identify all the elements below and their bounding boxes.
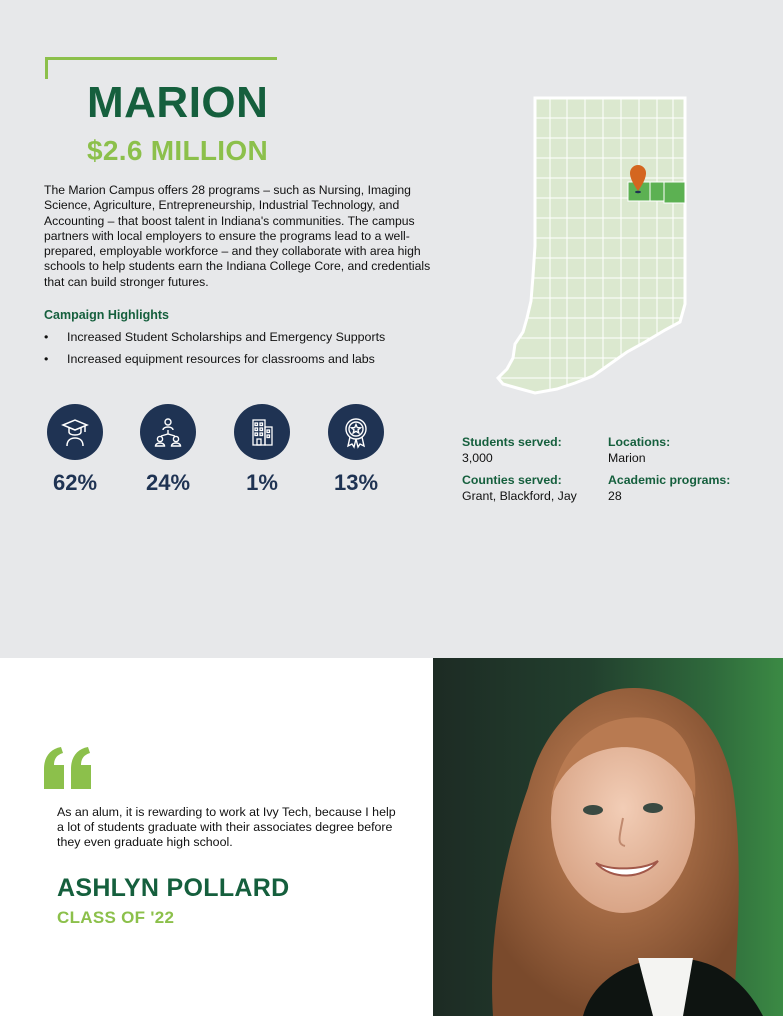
info-programs xyxy=(608,472,730,504)
testimonial-quote: As an alum, it is rewarding to work at Ivy Tech, because I help a lot of students graduate with their associates degree before they even graduate high school. xyxy=(57,805,396,850)
stat-students xyxy=(35,404,115,496)
stat-value: 62% xyxy=(52,470,98,495)
county-blackford xyxy=(650,182,664,201)
stat-value: 24% xyxy=(145,470,191,495)
graduate-icon xyxy=(47,404,103,460)
student-photo xyxy=(433,658,783,1016)
testimonial-name: ASHLYN POLLARD xyxy=(57,874,290,902)
highlight-item: • Increased equipment resources for classrooms and labs xyxy=(44,352,444,367)
info-label: Academic programs: xyxy=(608,473,731,487)
highlight-item: • Increased Student Scholarships and Emergency Supports xyxy=(44,330,444,345)
campaign-amount: $2.6 MILLION xyxy=(87,135,268,166)
info-label: Locations: xyxy=(608,435,671,449)
stat-facilities xyxy=(222,404,302,496)
highlights-list xyxy=(44,330,444,373)
indiana-map xyxy=(495,96,695,396)
info-value: 28 xyxy=(608,489,622,503)
info-label: Students served: xyxy=(462,435,562,449)
info-counties xyxy=(462,472,577,504)
stat-awards xyxy=(316,404,396,496)
info-value: Marion xyxy=(608,451,646,465)
campus-title: MARION xyxy=(87,78,269,127)
portrait-illustration xyxy=(433,658,783,1016)
stat-value: 1% xyxy=(246,470,278,495)
title-bracket xyxy=(45,57,277,79)
testimonial-class: CLASS OF '22 xyxy=(57,908,175,927)
campus-description: The Marion Campus offers 28 programs – such as Nursing, Imaging Science, Agriculture, Entrepreneurship, Industrial Technology, and Accounting – that boost talent in Indiana's communities. The campus partners with local employers to ensure the programs lead to a well-prepared, employable workforce – and they collaborate with area high schools to help students earn the Indiana College Core, and credentials that can build stronger futures. xyxy=(44,183,431,289)
info-value: 3,000 xyxy=(462,451,493,465)
award-icon xyxy=(328,404,384,460)
info-value: Grant, Blackford, Jay xyxy=(462,489,577,503)
info-students xyxy=(462,434,562,466)
team-icon xyxy=(140,404,196,460)
building-icon xyxy=(234,404,290,460)
quote-icon xyxy=(42,745,94,791)
county-jay xyxy=(664,182,685,203)
highlights-title: Campaign Highlights xyxy=(44,308,169,322)
info-label: Counties served: xyxy=(462,473,562,487)
stat-value: 13% xyxy=(333,470,379,495)
info-locations xyxy=(608,434,670,466)
stat-team xyxy=(128,404,208,496)
